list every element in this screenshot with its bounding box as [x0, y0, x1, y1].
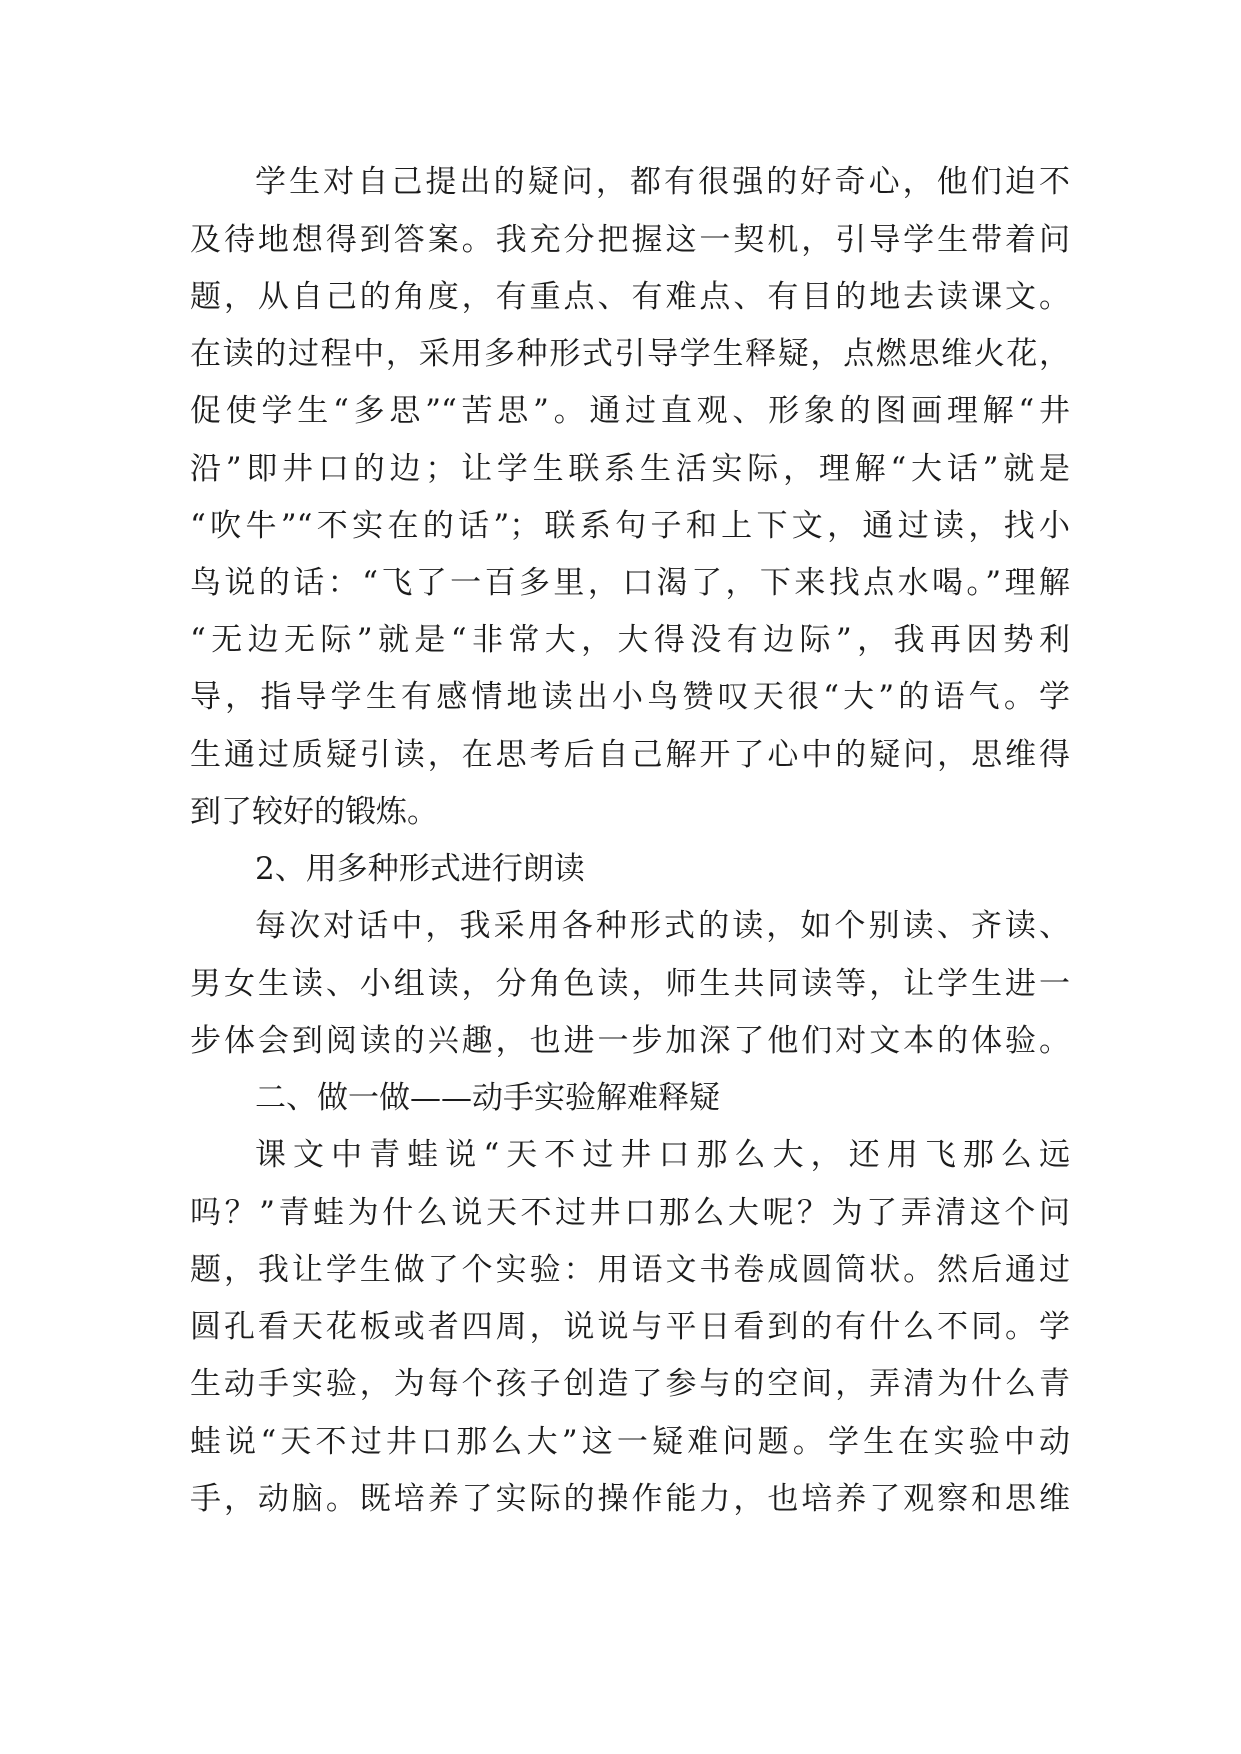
paragraph-2-line-3: 步体会到阅读的兴趣，也进一步加深了他们对文本的体验。 [190, 1023, 1070, 1059]
paragraph-1-line-11: 生通过质疑引读，在思考后自己解开了心中的疑问，思维得 [190, 737, 1070, 773]
paragraph-1-line-5: 促使学生“多思”“苦思”。通过直观、形象的图画理解“井 [190, 393, 1070, 429]
paragraph-1-line-10: 导，指导学生有感情地读出小鸟赞叹天很“大”的语气。学 [190, 679, 1070, 715]
paragraph-1-line-4: 在读的过程中，采用多种形式引导学生释疑，点燃思维火花， [190, 336, 1070, 372]
paragraph-3-line-6: 蛙说“天不过井口那么大”这一疑难问题。学生在实验中动 [190, 1424, 1070, 1460]
paragraph-1-line-2: 及待地想得到答案。我充分把握这一契机，引导学生带着问 [190, 222, 1070, 258]
section-heading-2: 2、用多种形式进行朗读 [255, 851, 585, 887]
paragraph-1-line-12: 到了较好的锻炼。 [190, 794, 438, 830]
paragraph-3-line-1: 课文中青蛙说“天不过井口那么大，还用飞那么远 [255, 1137, 1070, 1173]
paragraph-1-line-9: “无边无际”就是“非常大，大得没有边际”，我再因势利 [190, 622, 1070, 658]
paragraph-2-line-1: 每次对话中，我采用各种形式的读，如个别读、齐读、 [255, 908, 1070, 944]
paragraph-1-line-6: 沿”即井口的边；让学生联系生活实际，理解“大话”就是 [190, 451, 1070, 487]
paragraph-3-line-5: 生动手实验，为每个孩子创造了参与的空间，弄清为什么青 [190, 1366, 1070, 1402]
paragraph-1-line-7: “吹牛”“不实在的话”；联系句子和上下文，通过读，找小 [190, 508, 1070, 544]
paragraph-3-line-3: 题，我让学生做了个实验：用语文书卷成圆筒状。然后通过 [190, 1252, 1070, 1288]
paragraph-1-line-3: 题，从自己的角度，有重点、有难点、有目的地去读课文。 [190, 279, 1070, 315]
section-heading-part-two: 二、做一做——动手实验解难释疑 [255, 1080, 720, 1116]
paragraph-1-line-1: 学生对自己提出的疑问，都有很强的好奇心，他们迫不 [255, 164, 1070, 200]
paragraph-2-line-2: 男女生读、小组读，分角色读，师生共同读等，让学生进一 [190, 966, 1070, 1002]
paragraph-3-line-4: 圆孔看天花板或者四周，说说与平日看到的有什么不同。学 [190, 1309, 1070, 1345]
paragraph-3-line-2: 吗？”青蛙为什么说天不过井口那么大呢？为了弄清这个问 [190, 1195, 1070, 1231]
paragraph-3-line-7: 手，动脑。既培养了实际的操作能力，也培养了观察和思维 [190, 1481, 1070, 1517]
paragraph-1-line-8: 鸟说的话：“飞了一百多里，口渴了，下来找点水喝。”理解 [190, 565, 1070, 601]
